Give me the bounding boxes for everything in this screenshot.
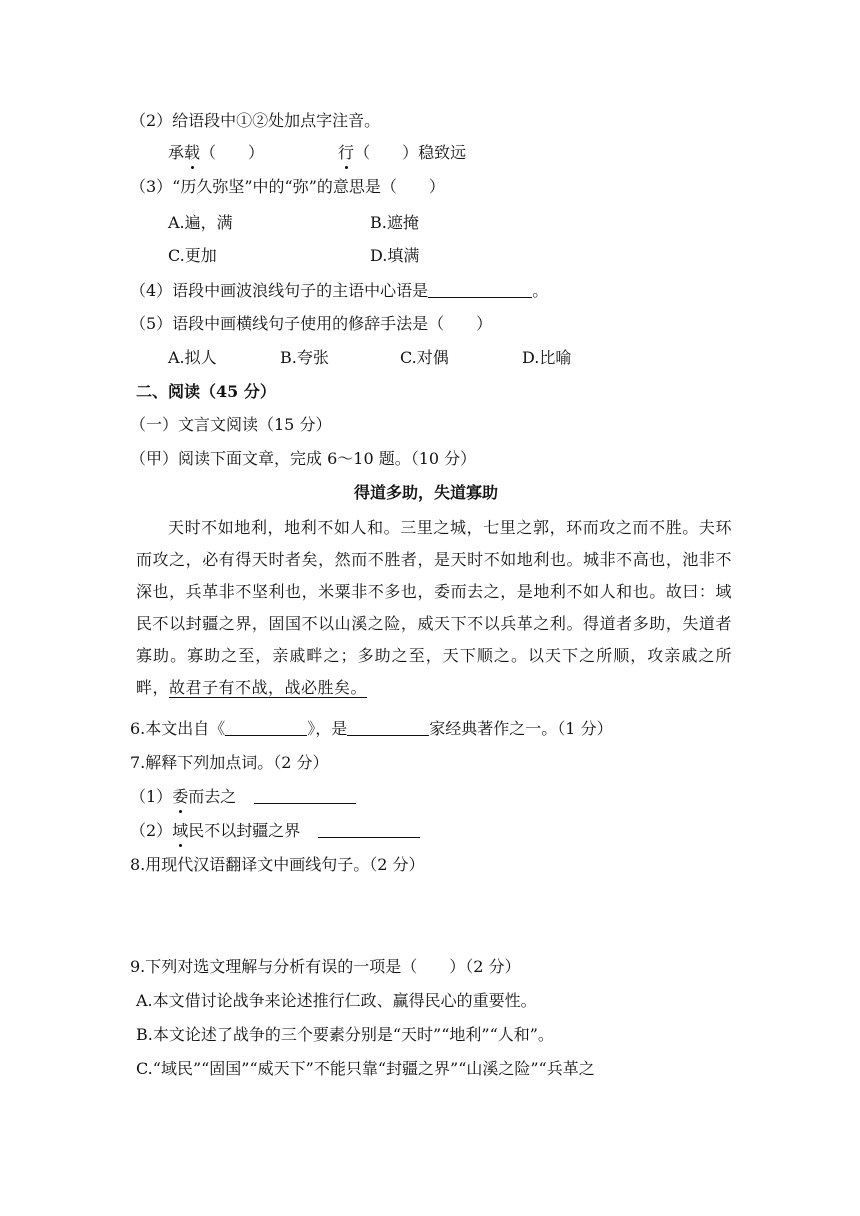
q8-prompt: 8.用现代汉语翻译文中画线句子。（2 分） <box>130 855 425 874</box>
passage-instruction: （甲）阅读下面文章，完成 6～10 题。（10 分） <box>130 449 477 468</box>
q7-item1-number: （1） <box>130 787 173 806</box>
q7-item2-number: （2） <box>130 821 173 840</box>
q9-option-c[interactable]: C.“域民”“固国”“威天下”不能只靠“封疆之界”“山溪之险”“兵革之 <box>136 1059 595 1078</box>
q2-item1-dotted-char: 载 <box>184 143 201 162</box>
q2-item1-answer-paren[interactable]: （ ） <box>200 143 265 162</box>
passage-body <box>136 512 732 704</box>
q4-prompt: （4）语段中画波浪线句子的主语中心语是 <box>130 281 429 300</box>
q7-item2-answer-blank[interactable] <box>318 821 420 838</box>
passage-underlined-sentence: 故君子有不战，战必胜矣。 <box>169 678 368 697</box>
q9-option-b[interactable]: B.本文论述了战争的三个要素分别是“天时”“地利”“人和”。 <box>136 1025 554 1044</box>
q3-prompt: （3）“历久弥坚”中的“弥”的意思是（ ） <box>130 177 445 196</box>
q6-part1: 6.本文出自《 <box>130 719 226 738</box>
q3-option-d[interactable]: D.填满 <box>370 246 420 265</box>
q9-option-a[interactable]: A.本文借讨论战争来论述推行仁政、赢得民心的重要性。 <box>136 991 537 1010</box>
q6-book-blank[interactable] <box>225 719 307 736</box>
subsection-heading: （一）文言文阅读（15 分） <box>130 415 332 434</box>
q7-prompt: 7.解释下列加点词。（2 分） <box>130 753 329 772</box>
q7-item1-answer-blank[interactable] <box>254 787 356 804</box>
passage-text: 天时不如地利，地利不如人和。三里之城，七里之郭，环而攻之而不胜。夫环而攻之，必有得天时者矣，然而不胜者，是天时不如地利也。城非不高也，池非不深也，兵革非不坚利也，米粟非不多也，委而去之，是地利不如人和也。故曰：域民不以封疆之界，固国不以山溪之险，威天下不以兵革之利。得道者多助，失道者寡助。寡助之至，亲戚畔之；多助之至，天下顺之。以天下之所顺，攻亲戚之所畔， <box>136 518 732 697</box>
q6-part3: 家经典著作之一。（1 分） <box>429 719 613 738</box>
q9-prompt: 9.下列对选文理解与分析有误的一项是（ ）（2 分） <box>130 957 521 976</box>
q2-item2-suffix: 稳致远 <box>418 143 467 162</box>
q2-item2-dotted-char: 行 <box>338 143 355 162</box>
q3-option-c[interactable]: C.更加 <box>168 246 217 265</box>
q6-part2: 》，是 <box>307 719 348 738</box>
passage-title: 得道多助，失道寡助 <box>354 483 499 502</box>
q7-item1-dotted-char: 委 <box>172 787 189 806</box>
q2-item1-prefix: 承 <box>168 143 185 162</box>
q3-option-a[interactable]: A.遍，满 <box>168 213 233 232</box>
q7-item2-dotted-char: 域 <box>172 821 189 840</box>
q4-answer-blank[interactable] <box>428 281 532 298</box>
q2-item2-answer-paren[interactable]: （ ） <box>354 143 419 162</box>
q5-option-b[interactable]: B.夸张 <box>280 348 329 367</box>
q6-school-blank[interactable] <box>347 719 429 736</box>
q5-option-a[interactable]: A.拟人 <box>168 348 217 367</box>
q5-option-c[interactable]: C.对偶 <box>400 348 449 367</box>
q7-item1-text: 而去之 <box>188 787 237 806</box>
q7-item2-text: 民不以封疆之界 <box>188 821 301 840</box>
q5-option-d[interactable]: D.比喻 <box>522 348 572 367</box>
q4-end: 。 <box>532 281 549 300</box>
q7-item-2 <box>130 820 420 842</box>
q3-option-b[interactable]: B.遮掩 <box>370 213 419 232</box>
q5-prompt: （5）语段中画横线句子使用的修辞手法是（ ） <box>130 314 493 333</box>
q2-items <box>168 142 466 164</box>
q4-line <box>130 280 548 302</box>
q6-line <box>130 718 613 740</box>
q7-item-1 <box>130 786 356 808</box>
q2-prompt: （2）给语段中①②处加点字注音。 <box>130 111 381 130</box>
section-heading: 二、阅读（45 分） <box>136 382 276 401</box>
